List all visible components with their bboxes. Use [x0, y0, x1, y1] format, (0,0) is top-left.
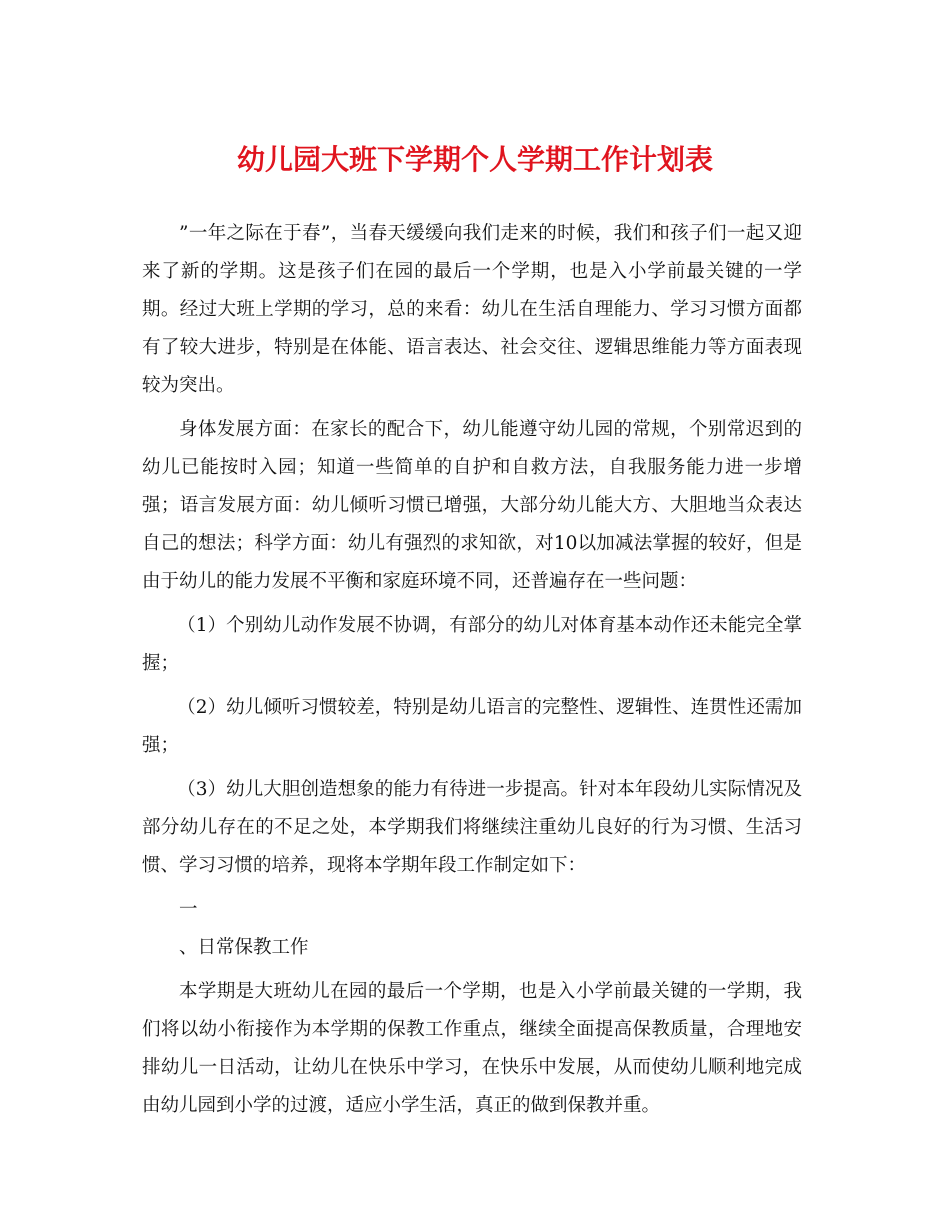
- paragraph-development: 身体发展方面：在家长的配合下，幼儿能遵守幼儿园的常规，个别常迟到的幼儿已能按时入园；知道一些简单的自护和自救方法，自我服务能力进一步增强；语言发展方面：幼儿倾听习惯已增强，大部分幼儿能大方、大胆地当众表达自己的想法；科学方面：幼儿有强烈的求知欲，对10以加减法掌握的较好，但是由于幼儿的能力发展不平衡和家庭环境不同，还普遍存在一些问题：: [142, 419, 802, 592]
- section-heading: 、日常保教工作: [179, 937, 309, 958]
- document-title: 幼儿园大班下学期个人学期工作计划表: [236, 143, 713, 176]
- section-number: 一: [179, 899, 198, 920]
- list-item-3: （3）幼儿大胆创造想象的能力有待进一步提高。针对本年段幼儿实际情况及部分幼儿存在的不足之处，本学期我们将继续注重幼儿良好的行为习惯、生活习惯、学习习惯的培养，现将本学期年段工作制定如下：: [142, 779, 802, 876]
- list-item-1: （1）个别幼儿动作发展不协调，有部分的幼儿对体育基本动作还未能完全掌握；: [142, 615, 802, 674]
- document-body: [142, 215, 802, 1131]
- paragraph-daily-care: 本学期是大班幼儿在园的最后一个学期，也是入小学前最关键的一学期，我们将以幼小衔接作为本学期的保教工作重点，继续全面提高保教质量，合理地安排幼儿一日活动，让幼儿在快乐中学习，在快乐中发展，从而使幼儿顺利地完成由幼儿园到小学的过渡，适应小学生活，真正的做到保教并重。: [142, 981, 802, 1116]
- paragraph-intro: ”一年之际在于春”，当春天缓缓向我们走来的时候，我们和孩子们一起又迎来了新的学期。这是孩子们在园的最后一个学期，也是入小学前最关键的一学期。经过大班上学期的学习，总的来看：幼儿在生活自理能力、学习习惯方面都有了较大进步，特别是在体能、语言表达、社会交往、逻辑思维能力等方面表现较为突出。: [142, 223, 802, 396]
- list-item-2: （2）幼儿倾听习惯较差，特别是幼儿语言的完整性、逻辑性、连贯性还需加强；: [142, 697, 802, 756]
